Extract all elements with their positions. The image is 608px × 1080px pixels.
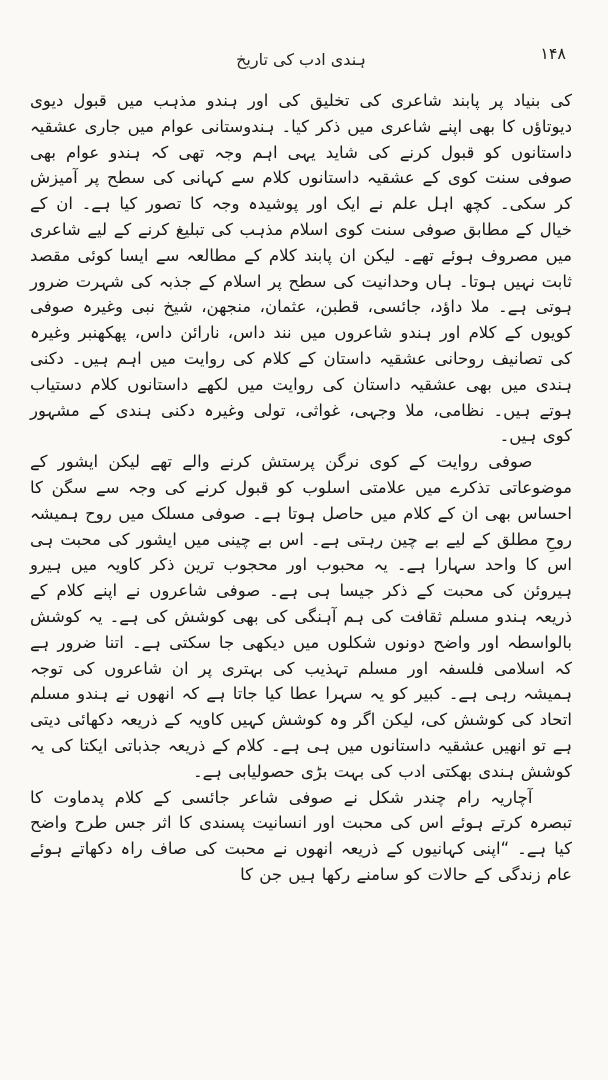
page-header (30, 34, 572, 78)
book-title: ہندی ادب کی تاریخ (236, 50, 366, 69)
page-number: ۱۴۸ (540, 44, 566, 63)
paragraph-ram-chandra-shukla: آچاریہ رام چندر شکل نے صوفی شاعر جائسی کے کلام پدماوت کا تبصرہ کرتے ہوئے اس کی محبت اور انسانیت پسندی کا اثر جس طرح واضح کیا ہے۔ “اپنی کہانیوں کے ذریعہ انھوں نے محبت کی صاف راہ دکھاتے ہوئے عام زندگی کے حالات کو سامنے رکھا ہیں جن کا (30, 787, 572, 884)
paragraph-sufi-tradition: صوفی روایت کے کوی نرگن پرستش کرنے والے تھے لیکن ایشور کے موضوعاتی تذکرے میں علامتی اسلوب کو قبول کرنے کی وجہ سے سگن کا احساس بھی ان کے کلام میں حاصل ہوتا ہے۔ صوفی مسلک میں روح ہمیشہ روحِ مطلق کے لیے بے چین رہتی ہے۔ اس بے چینی میں ایشور کی محبت ہی اس کا واحد سہارا ہے۔ یہ محبوب اور محجوب ترین ذکر کاویہ میں ہیرو ہیروئن کی محبت کے ذکر جیسا ہی ہے۔ صوفی شاعروں نے اپنے کلام کے ذریعہ ہندو مسلم ثقافت کی ہم آہنگی کی بھی کوشش کی ہے۔ یہ کوشش بالواسطہ اور واضح دونوں شکلوں میں دیکھی جا سکتی ہے۔ اتنا ضرور ہے کہ اسلامی فلسفہ اور مسلم تہذیب کی بہتری پر ان شاعروں کی توجہ ہمیشہ رہی ہے۔ کبیر کو یہ سہرا عطا کیا جاتا ہے کہ انھوں نے ہندو مسلم اتحاد کی کوشش کی، لیکن اگر وہ کوشش کہیں کاویہ کے ذریعہ دکھائی دیتی ہے تو انھیں عشقیہ داستانوں میں ہی ہے۔ کلام کے ذریعہ جذباتی ایکتا کی یہ کوشش ہندی بھکتی ادب کی بہت بڑی حصولیابی ہے۔ (30, 452, 572, 781)
page-body (30, 88, 572, 888)
paragraph-continuation: کی بنیاد پر پابند شاعری کی تخلیق کی اور ہندو مذہب میں قبول دیوی دیوتاؤں کا بھی اپنے شاعری میں ذکر کیا۔ ہندوستانی عوام میں جاری عشقیہ داستانوں کو قبول کرنے کی شاید یہی اہم وجہ تھی کہ ہندو عوام بھی صوفی سنت کوی کے عشقیہ داستانوں کلام سے کہانی کی سطح پر آمیزش کر سکی۔ کچھ اہل علم نے ایک اور پوشیدہ وجہ کا تصور کیا ہے۔ ان کے خیال کے مطابق صوفی سنت کوی اسلام مذہب کی تبلیغ کرنے کے لیے شاعری میں مصروف ہوئے تھے۔ لیکن ان پابند کلام کے مطالعہ سے ایسا کوئی مقصد ثابت نہیں ہوتا۔ ہاں وحدانیت کی سطح پر اسلام کے جذبہ کی شہرت ضرور ہوتی ہے۔ ملا داؤد، جائسی، قطبن، عثمان، منجھن، شیخ نبی وغیرہ صوفی کویوں کے کلام اور ہندو شاعروں میں نند داس، نارائن داس، پھکھنبر وغیرہ کی تصانیف روحانی عشقیہ داستان کے کلام کی روایت میں اہم ہیں۔ دکنی ہندی میں بھی عشقیہ داستان کی روایت میں لکھے داستانوں کلام دستیاب ہوتے ہیں۔ نظامی، ملا وجہی، غواثی، تولی وغیرہ دکنی ہندی کے مشہور کوی ہیں۔ (30, 91, 572, 446)
